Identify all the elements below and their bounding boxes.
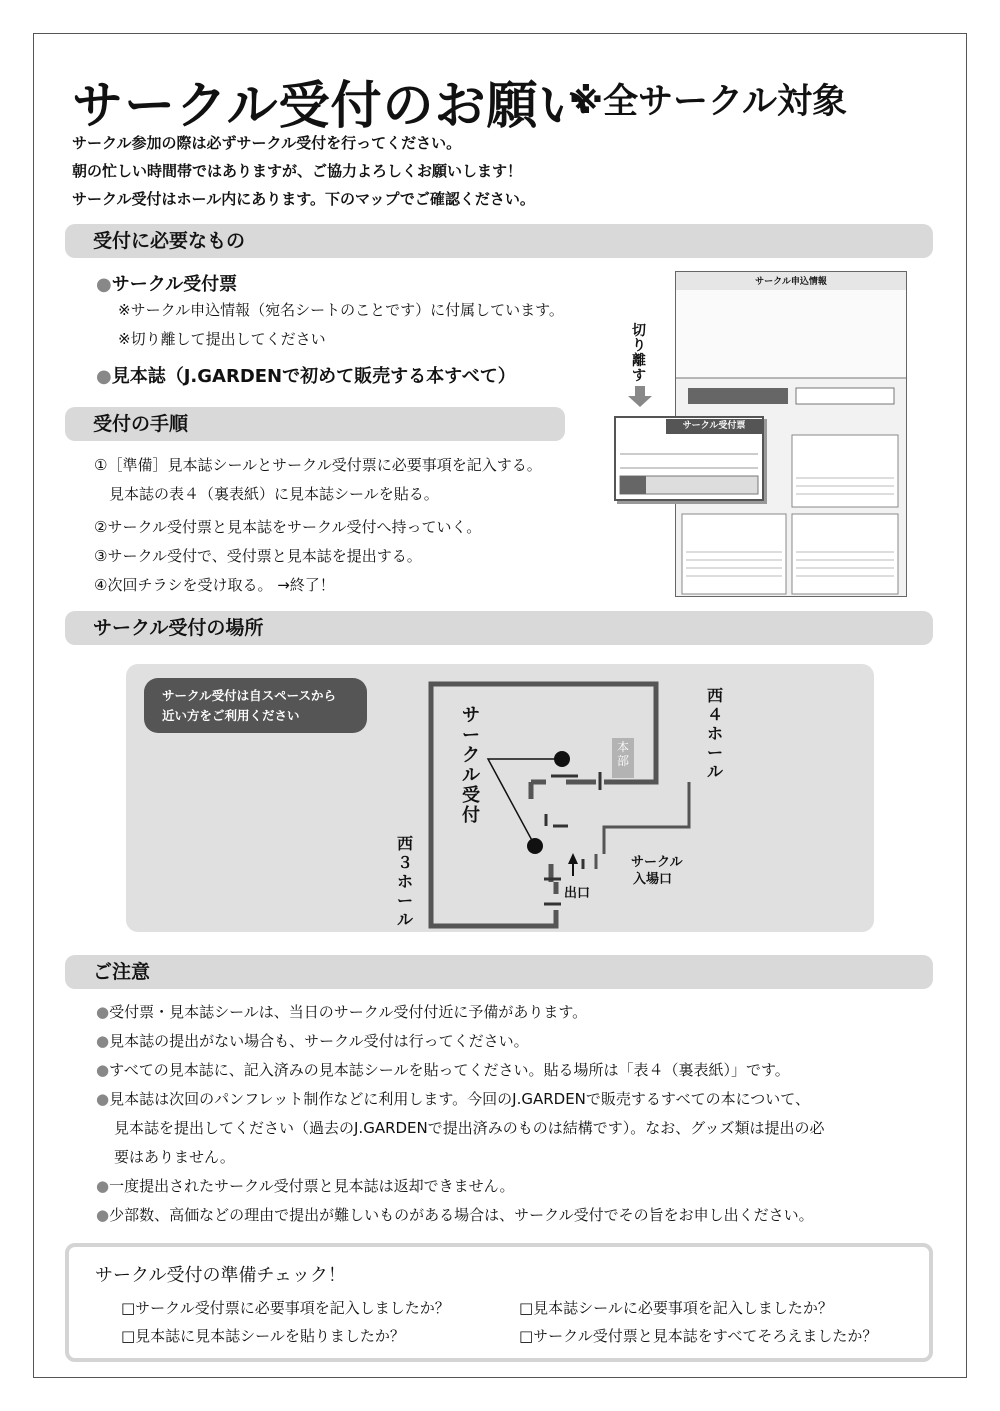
- reception-ticket-illustration: [614, 416, 764, 501]
- west4-hall-label: 西４ホール: [706, 686, 723, 781]
- note-item: ●受付票・見本誌シールは、当日のサークル受付付近に予備があります。: [96, 1003, 588, 1021]
- page-subtitle: ※全サークル対象: [569, 82, 847, 122]
- note-item: ●一度提出されたサークル受付票と見本誌は返却できません。: [96, 1177, 515, 1195]
- intro-line: サークル受付はホール内にあります。下のマップでご確認ください。: [72, 190, 535, 208]
- intro-line: 朝の忙しい時間帯ではありますが、ご協力よろしくお願いします！: [72, 162, 523, 180]
- required-item-ticket: [96, 270, 237, 296]
- step-item: ④次回チラシを受け取る。 →終了！: [94, 576, 335, 594]
- checklist-item: □見本誌に見本誌シールを貼りましたか？: [121, 1327, 405, 1345]
- entrance-label-line: サークル: [631, 855, 683, 870]
- preparation-checklist: [65, 1243, 933, 1362]
- bullet-dot-icon: ●: [96, 1090, 110, 1108]
- note-continuation: 見本誌を提出してください（過去のJ.GARDENで提出済みのものは結構です）。なお、グッズ類は提出の必: [114, 1119, 825, 1137]
- sheet-title: サークル申込情報: [755, 277, 827, 287]
- ticket-graphic: [616, 418, 762, 500]
- step-item: ③サークル受付で、受付票と見本誌を提出する。: [94, 547, 422, 565]
- bullet-dot-icon: ●: [96, 1032, 110, 1050]
- required-item-sample: [96, 362, 516, 388]
- ticket-title: サークル受付票: [666, 419, 762, 434]
- required-item-label: 見本誌（J.GARDENで初めて販売する本すべて）: [111, 366, 516, 387]
- required-item-label: サークル受付票: [111, 274, 238, 295]
- step-item: ①［準備］見本誌シールとサークル受付票に必要事項を記入する。: [94, 456, 542, 474]
- required-item-note: ※切り離して提出してください: [118, 330, 326, 348]
- floor-plan: [126, 664, 874, 932]
- section-notes: ご注意: [65, 955, 933, 989]
- intro-text: [72, 129, 535, 213]
- checklist-item: □見本誌シールに必要事項を記入しましたか？: [519, 1299, 833, 1317]
- step-item: 見本誌の表４（裏表紙）に見本誌シールを貼る。: [94, 485, 439, 503]
- honbu-label: 本部: [616, 740, 629, 768]
- checklist-item: □サークル受付票と見本誌をすべてそろえましたか？: [519, 1327, 878, 1345]
- note-item: ●少部数、高価などの理由で提出が難しいものがある場合は、サークル受付でその旨をお申し出ください。: [96, 1206, 814, 1224]
- down-arrow-icon: [626, 386, 654, 408]
- bullet-dot-icon: ●: [96, 1206, 110, 1224]
- section-procedure: 受付の手順: [65, 407, 565, 441]
- venue-map: [126, 664, 874, 932]
- note-item: ●見本誌は次回のパンフレット制作などに利用します。今回のJ.GARDENで販売するすべての本について、: [96, 1090, 810, 1108]
- intro-line: サークル参加の際は必ずサークル受付を行ってください。: [72, 134, 462, 152]
- required-item-note: ※サークル申込情報（宛名シートのことです）に付属しています。: [118, 301, 564, 319]
- section-required: 受付に必要なもの: [65, 224, 933, 258]
- reception-label: サークル受付: [462, 705, 480, 826]
- exit-label: 出口: [564, 886, 591, 901]
- bullet-dot-icon: ●: [96, 1177, 110, 1195]
- flyer-page: [33, 33, 967, 1378]
- cut-label: 切り離す: [632, 323, 646, 384]
- callout-line: サークル受付は自スペースから: [162, 688, 337, 703]
- page-title: サークル受付のお願い: [72, 77, 591, 136]
- section-location: サークル受付の場所: [65, 611, 933, 645]
- bullet-dot-icon: ●: [96, 366, 112, 387]
- notes-list: [96, 998, 916, 1230]
- checklist-item: □サークル受付票に必要事項を記入しましたか？: [121, 1299, 450, 1317]
- note-item: ●すべての見本誌に、記入済みの見本誌シールを貼ってください。貼る場所は「表４（裏表紙）」です。: [96, 1061, 790, 1079]
- note-continuation: 要はありません。: [114, 1148, 235, 1166]
- west3-hall-label: 西３ホール: [396, 834, 413, 929]
- bullet-dot-icon: ●: [96, 1061, 110, 1079]
- entrance-label-line: 入場口: [633, 872, 673, 887]
- entrance-label: [631, 854, 683, 888]
- step-item: ②サークル受付票と見本誌をサークル受付へ持っていく。: [94, 518, 482, 536]
- procedure-steps: [94, 451, 542, 600]
- checklist-title: サークル受付の準備チェック！: [95, 1265, 346, 1286]
- callout-line: 近い方をご利用ください: [162, 708, 300, 723]
- note-item: ●見本誌の提出がない場合も、サークル受付は行ってください。: [96, 1032, 529, 1050]
- bullet-dot-icon: ●: [96, 274, 112, 295]
- bullet-dot-icon: ●: [96, 1003, 110, 1021]
